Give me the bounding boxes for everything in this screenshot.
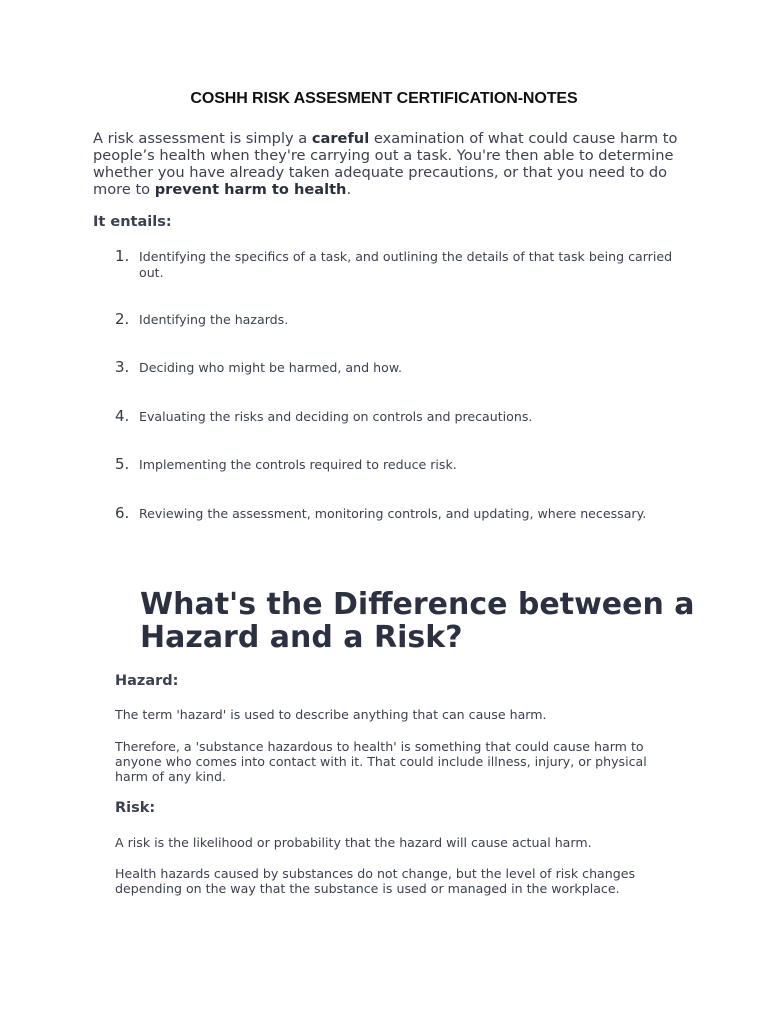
- step-text: Implementing the controls required to reduce risk.: [139, 457, 457, 472]
- step-text: Identifying the specifics of a task, and outlining the details of that task being carried out.: [139, 249, 673, 280]
- intro-bold-careful: careful: [311, 130, 370, 147]
- step-item: [115, 456, 675, 473]
- step-item: [115, 311, 675, 328]
- step-item: [115, 505, 675, 522]
- intro-text-1: A risk assessment is simply a: [93, 130, 312, 147]
- step-number: 1.: [115, 247, 130, 265]
- intro-text-2: examination of what could cause harm to people’s health when they're carrying out a task. You're then able to determine whether you have already taken adequate precautions, or that you need to do more to: [93, 130, 678, 198]
- step-number: 2.: [115, 310, 130, 328]
- step-item: [115, 359, 675, 376]
- step-item: [115, 408, 675, 425]
- section-heading: What's the Difference between a Hazard and a Risk?: [140, 587, 695, 655]
- step-item: [115, 248, 675, 281]
- hazard-heading: Hazard:: [115, 673, 179, 689]
- step-number: 3.: [115, 358, 130, 376]
- step-text: Reviewing the assessment, monitoring controls, and updating, where necessary.: [139, 506, 647, 521]
- intro-paragraph: [93, 130, 693, 198]
- intro-text-3: .: [346, 181, 352, 198]
- risk-paragraph-2: Health hazards caused by substances do not change, but the level of risk changes depending on the way that the substance is used or managed in the workplace.: [115, 866, 636, 896]
- hazard-paragraph-2: Therefore, a 'substance hazardous to health' is something that could cause harm to anyone who comes into contact with it. That could include illness, injury, or physical harm of any kind.: [115, 739, 647, 784]
- step-text: Evaluating the risks and deciding on controls and precautions.: [139, 409, 533, 424]
- step-number: 6.: [115, 504, 130, 522]
- risk-heading: Risk:: [115, 800, 156, 816]
- step-text: Identifying the hazards.: [139, 312, 289, 327]
- hazard-paragraph-1: The term 'hazard' is used to describe anything that can cause harm.: [115, 707, 547, 722]
- risk-paragraph-1: A risk is the likelihood or probability that the hazard will cause actual harm.: [115, 835, 592, 850]
- step-text: Deciding who might be harmed, and how.: [139, 360, 402, 375]
- intro-bold-prevent-harm: prevent harm to health: [154, 181, 347, 198]
- document-title: COSHH RISK ASSESMENT CERTIFICATION-NOTES: [190, 90, 578, 107]
- entails-heading: It entails:: [93, 214, 172, 230]
- step-number: 5.: [115, 455, 130, 473]
- step-number: 4.: [115, 407, 130, 425]
